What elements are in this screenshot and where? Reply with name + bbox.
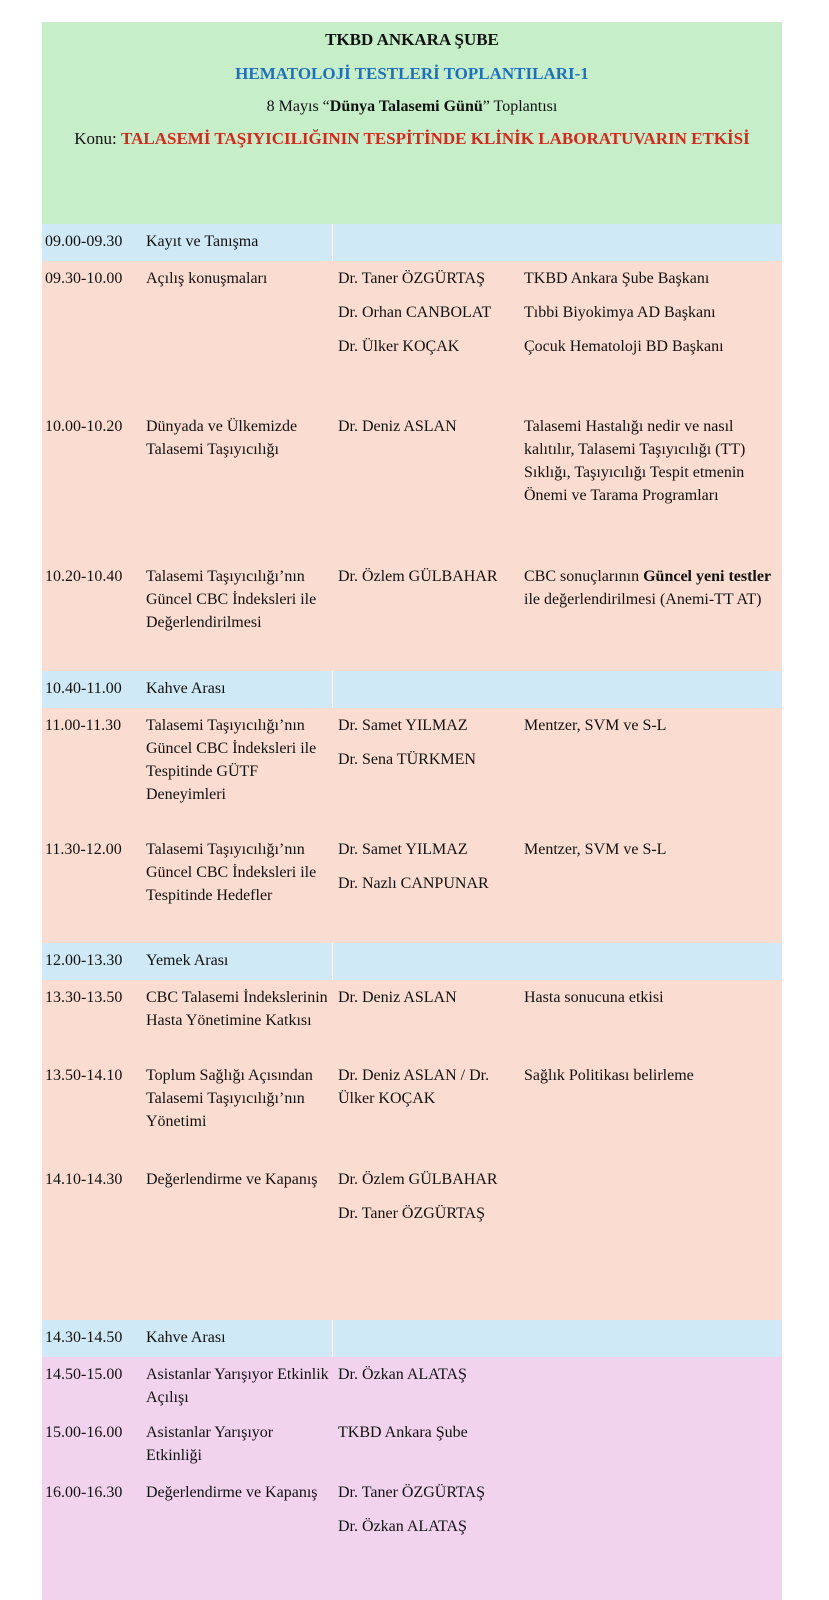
session-time: 13.30-13.50	[45, 989, 123, 1006]
organization-name: TKBD ANKARA ŞUBE	[325, 30, 499, 49]
speaker-name: Dr. Deniz ASLAN / Dr. Ülker KOÇAK	[338, 1067, 490, 1107]
schedule-row	[42, 559, 782, 671]
session-speakers	[338, 559, 518, 588]
schedule-row	[42, 1058, 782, 1162]
schedule-row	[42, 1357, 782, 1415]
schedule-row	[42, 1320, 782, 1357]
program-document	[42, 22, 782, 1535]
meeting-topic	[42, 128, 782, 150]
session-speakers	[338, 1162, 518, 1225]
session-title: Talasemi Taşıyıcılığı’nın Güncel CBC İndeksleri ile Tespitinde Hedefler	[146, 841, 317, 904]
session-description	[524, 980, 780, 1009]
session-description	[524, 559, 780, 611]
session-speakers	[338, 1357, 518, 1386]
description-line: Mentzer, SVM ve S-L	[524, 717, 667, 734]
session-speakers	[338, 1475, 518, 1538]
speaker-name: Dr. Nazlı CANPUNAR	[338, 875, 489, 892]
meeting-name-prefix: 8 Mayıs “	[266, 98, 330, 115]
session-time: 14.50-15.00	[45, 1366, 123, 1383]
session-title: Asistanlar Yarışıyor Etkinliği	[146, 1424, 274, 1464]
description-line: Sağlık Politikası belirleme	[524, 1067, 694, 1084]
session-time: 14.30-14.50	[45, 1329, 123, 1346]
session-title: CBC Talasemi İndekslerinin Hasta Yönetimine Katkısı	[146, 989, 328, 1029]
session-title: Dünyada ve Ülkemizde Talasemi Taşıyıcılığı	[146, 418, 298, 458]
description-line: Hasta sonucuna etkisi	[524, 989, 664, 1006]
session-title: Açılış konuşmaları	[146, 270, 268, 287]
description-line: Çocuk Hematoloji BD Başkanı	[524, 338, 724, 355]
session-title: Toplum Sağlığı Açısından Talasemi Taşıyıcılığı’nın Yönetimi	[146, 1067, 313, 1130]
description-text: ile değerlendirilmesi (Anemi-TT AT)	[524, 591, 762, 608]
schedule-row	[42, 832, 782, 943]
schedule-row	[42, 943, 782, 980]
session-speakers	[338, 980, 518, 1009]
session-description	[524, 832, 780, 861]
speaker-name: Dr. Taner ÖZGÜRTAŞ	[338, 1205, 485, 1222]
session-speakers	[338, 261, 518, 358]
session-time: 13.50-14.10	[45, 1067, 123, 1084]
session-time: 11.00-11.30	[45, 717, 122, 734]
session-title: Talasemi Taşıyıcılığı’nın Güncel CBC İndeksleri ile Tespitinde GÜTF Deneyimleri	[146, 717, 317, 803]
schedule-row	[42, 708, 782, 832]
speaker-name: Dr. Taner ÖZGÜRTAŞ	[338, 270, 485, 287]
speaker-name: Dr. Samet YILMAZ	[338, 841, 468, 858]
session-title: Asistanlar Yarışıyor Etkinlik Açılışı	[146, 1366, 329, 1406]
session-time: 11.30-12.00	[45, 841, 122, 858]
description-line: Tıbbi Biyokimya AD Başkanı	[524, 304, 716, 321]
session-title: Değerlendirme ve Kapanış	[146, 1171, 318, 1188]
description-line: Talasemi Hastalığı nedir ve nasıl kalıtılır, Talasemi Taşıyıcılığı (TT) Sıklığı, Taşıyıcılığı Tespit etmenin Önemi ve Tarama Programları	[524, 418, 746, 504]
session-time: 15.00-16.00	[45, 1424, 123, 1441]
schedule-row	[42, 1415, 782, 1475]
session-time: 10.20-10.40	[45, 568, 123, 585]
description-line: TKBD Ankara Şube Başkanı	[524, 270, 710, 287]
session-title: Yemek Arası	[146, 952, 229, 969]
session-time: 14.10-14.30	[45, 1171, 123, 1188]
description-line	[524, 565, 780, 611]
session-time: 10.00-10.20	[45, 418, 123, 435]
program-header	[42, 22, 782, 224]
session-speakers	[338, 1415, 518, 1444]
meeting-name-bold: Dünya Talasemi Günü	[329, 98, 483, 115]
session-time: 12.00-13.30	[45, 952, 123, 969]
speaker-name: Dr. Samet YILMAZ	[338, 717, 468, 734]
session-title: Kahve Arası	[146, 680, 226, 697]
meeting-name	[42, 98, 782, 116]
session-time: 09.00-09.30	[45, 233, 123, 250]
session-description	[524, 1058, 780, 1087]
topic-text: TALASEMİ TAŞIYICILIĞININ TESPİTİNDE KLİNİK LABORATUVARIN ETKİSİ	[121, 129, 750, 148]
session-speakers	[338, 409, 518, 438]
speaker-name: Dr. Taner ÖZGÜRTAŞ	[338, 1484, 485, 1501]
schedule-row	[42, 1162, 782, 1320]
speaker-name: Dr. Ülker KOÇAK	[338, 338, 460, 355]
session-title: Değerlendirme ve Kapanış	[146, 1484, 318, 1501]
session-description	[524, 708, 780, 737]
speaker-name: Dr. Sena TÜRKMEN	[338, 751, 476, 768]
speaker-name: Dr. Özkan ALATAŞ	[338, 1366, 467, 1383]
meeting-name-suffix: ” Toplantısı	[482, 98, 558, 115]
program-series-title: HEMATOLOJİ TESTLERİ TOPLANTILARI-1	[235, 64, 589, 83]
schedule-row	[42, 409, 782, 559]
session-title: Talasemi Taşıyıcılığı’nın Güncel CBC İndeksleri ile Değerlendirilmesi	[146, 568, 317, 631]
speaker-name: Dr. Deniz ASLAN	[338, 989, 457, 1006]
session-description	[524, 409, 780, 507]
speaker-name: Dr. Özlem GÜLBAHAR	[338, 568, 498, 585]
session-speakers	[338, 1058, 518, 1110]
schedule-row	[42, 224, 782, 261]
session-title: Kayıt ve Tanışma	[146, 233, 259, 250]
speaker-name: Dr. Deniz ASLAN	[338, 418, 457, 435]
description-line: Mentzer, SVM ve S-L	[524, 841, 667, 858]
session-speakers	[338, 708, 518, 771]
schedule-row	[42, 1475, 782, 1600]
session-time: 16.00-16.30	[45, 1484, 123, 1501]
session-time: 09.30-10.00	[45, 270, 123, 287]
topic-label: Konu:	[74, 129, 122, 148]
speaker-name: Dr. Özlem GÜLBAHAR	[338, 1171, 498, 1188]
description-text: CBC sonuçlarının	[524, 568, 644, 585]
speaker-name: TKBD Ankara Şube	[338, 1424, 468, 1441]
description-emphasis: Güncel yeni testler	[643, 568, 772, 585]
speaker-name: Dr. Orhan CANBOLAT	[338, 304, 492, 321]
speaker-name: Dr. Özkan ALATAŞ	[338, 1518, 467, 1535]
schedule-row	[42, 980, 782, 1058]
session-title: Kahve Arası	[146, 1329, 226, 1346]
session-speakers	[338, 832, 518, 895]
schedule-row	[42, 261, 782, 409]
schedule-row	[42, 671, 782, 708]
session-time: 10.40-11.00	[45, 680, 122, 697]
session-description	[524, 261, 780, 358]
